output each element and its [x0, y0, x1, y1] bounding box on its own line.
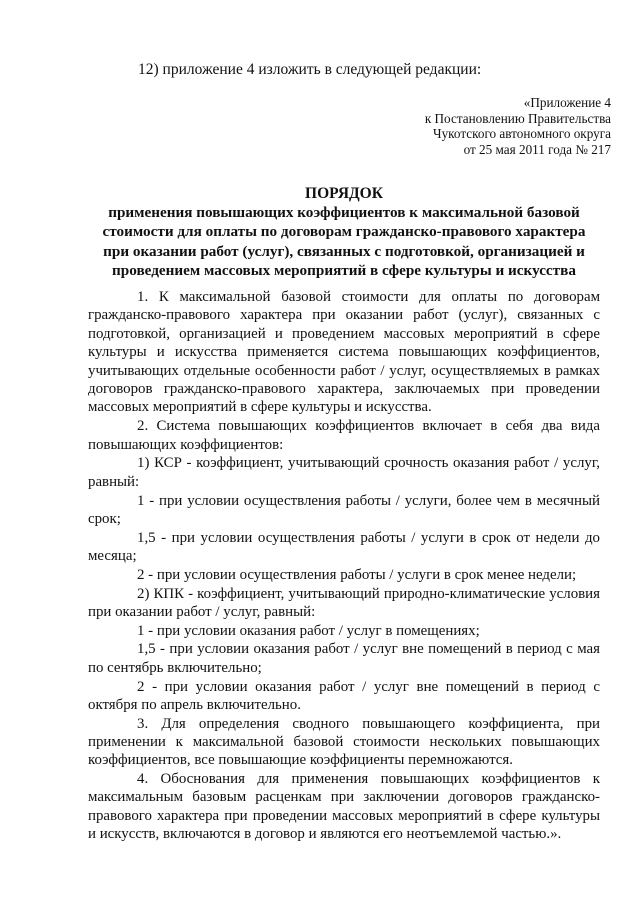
paragraph: 1,5 - при условии оказания работ / услуг вне помещений в период с мая по сентябрь включительно; — [88, 641, 600, 676]
document-title-block — [88, 184, 600, 281]
appendix-header-line: «Приложение 4 — [523, 95, 611, 110]
appendix-header — [351, 95, 611, 157]
document-title: ПОРЯДОК — [305, 185, 383, 202]
appendix-header-line: от 25 мая 2011 года № 217 — [463, 141, 611, 157]
paragraph: 1. К максимальной базовой стоимости для оплаты по договорам гражданско-правового характера при оказании работ (услуг), связанных с подготовкой, организацией и проведением массовых мероприятий в сфере культуры и искусства применяется система повышающих коэффициентов, учитывающих отдельные особенности работ / услуг, осуществляемых в рамках договоров гражданско-правового характера, заключаемых при проведении массовых мероприятий в сфере культуры и искусства. — [88, 289, 600, 416]
paragraph: 1,5 - при условии осуществления работы / услуги в срок от недели до месяца; — [88, 529, 600, 564]
paragraph: 2 - при условии оказания работ / услуг вне помещений в период с октября по апрель включительно. — [88, 678, 600, 713]
appendix-header-line: к Постановлению Правительства — [424, 110, 611, 126]
document-subtitle: применения повышающих коэффициентов к максимальной базовой стоимости для оплаты по договорам гражданско-правового характера при оказании работ (услуг), связанных с подготовкой, организацией и проведением массовых мероприятий в сфере культуры и искусства — [102, 204, 586, 280]
appendix-header-line: Чукотского автономного округа — [433, 126, 611, 141]
paragraph: 4. Обоснования для применения повышающих коэффициентов к максимальным базовым расценкам при заключении договоров гражданско-правового характера при проведении массовых мероприятий в сфере культуры и искусств, включаются в договор и являются его неотъемлемой частью.». — [88, 770, 600, 842]
paragraph: 3. Для определения сводного повышающего коэффициента, при применении к максимальной базовой стоимости нескольких повышающих коэффициентов, все повышающие коэффициенты перемножаются. — [88, 715, 600, 769]
paragraph: 2 - при условии осуществления работы / услуги в срок менее недели; — [137, 566, 577, 583]
amendment-intro: 12) приложение 4 изложить в следующей редакции: — [138, 61, 482, 78]
paragraph: 2. Система повышающих коэффициентов включает в себя два вида повышающих коэффициентов: — [88, 418, 600, 453]
paragraph: 1 - при условии осуществления работы / услуги, более чем в месячный срок; — [88, 492, 600, 527]
paragraph: 1 - при условии оказания работ / услуг в помещениях; — [137, 622, 480, 639]
document-body — [88, 288, 600, 844]
paragraph: 2) КПК - коэффициент, учитывающий природно-климатические условия при оказании работ / услуг, равный: — [88, 585, 600, 620]
paragraph: 1) КСР - коэффициент, учитывающий срочность оказания работ / услуг, равный: — [88, 455, 600, 490]
